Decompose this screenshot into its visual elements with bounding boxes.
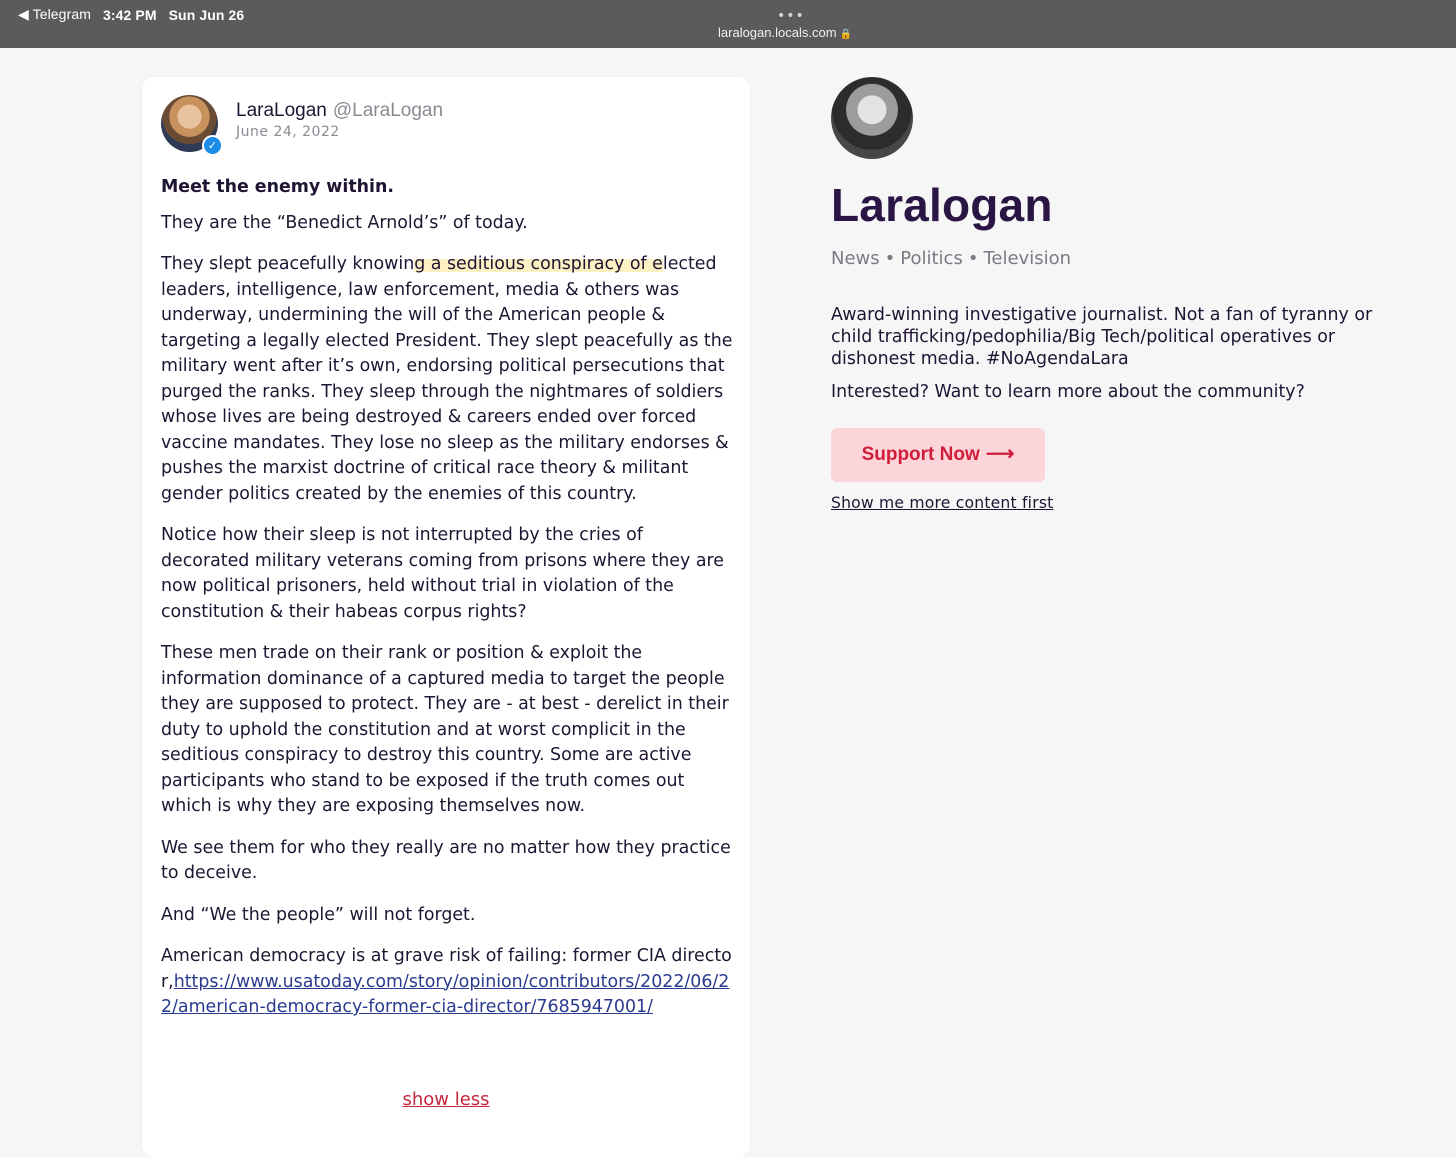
tag-television: Television	[983, 248, 1071, 269]
url-text: laralogan.locals.com	[718, 25, 837, 40]
verified-badge-icon: ✓	[202, 135, 223, 156]
status-left	[18, 6, 244, 23]
post-paragraph: And “We the people” will not forget.	[161, 904, 476, 925]
tag-separator: •	[884, 248, 896, 269]
tag-separator: •	[967, 248, 979, 269]
show-less-link[interactable]: show less	[402, 1089, 490, 1110]
post-paragraph	[161, 252, 733, 507]
post-author	[236, 100, 443, 122]
post-paragraph	[161, 944, 733, 1021]
show-more-content-link[interactable]: Show me more content first	[831, 494, 1054, 512]
status-date: Sun Jun 26	[168, 6, 245, 23]
post-body	[161, 175, 733, 1037]
author-name[interactable]: LaraLogan	[236, 100, 327, 121]
post-paragraph: Notice how their sleep is not interrupted by the cries of decorated military veterans coming from prisons where they are now political prisoners, held without trial in violation of the constitution & their habeas corpus rights?	[161, 525, 724, 622]
support-now-button[interactable]	[831, 428, 1045, 482]
highlighted-text: g a seditious conspiracy of e	[414, 254, 663, 274]
multitasking-dots[interactable]: •••	[777, 8, 805, 24]
back-to-telegram-link[interactable]: ◀ Telegram	[18, 6, 91, 22]
post-paragraph: They are the “Benedict Arnold’s” of today.	[161, 212, 528, 233]
post-paragraph: These men trade on their rank or position & exploit the information dominance of a captured media to target the people they are supposed to protect. They are - at best - derelict in their duty to uphold the constitution and at worst complicit in the seditious conspiracy to destroy this country. Some are active participants who stand to be exposed if the truth comes out which is why they are exposing themselves now.	[161, 643, 729, 816]
arrow-right-icon: ⟶	[985, 442, 1015, 465]
profile-avatar	[831, 77, 913, 159]
post-paragraph: We see them for who they really are no matter how they practice to deceive.	[161, 837, 731, 883]
author-handle[interactable]: @LaraLogan	[332, 100, 444, 121]
profile-tags	[831, 248, 1071, 269]
text-segment: American democracy is at grave risk of failing: former CIA director,	[161, 946, 732, 992]
article-link[interactable]: https://www.usatoday.com/story/opinion/contributors/2022/06/22/american-democracy-former-cia-director/7685947001/	[161, 971, 730, 1017]
address-bar[interactable]	[0, 25, 1456, 40]
interested-text: Interested? Want to learn more about the community?	[831, 382, 1305, 402]
profile-bio: Award-winning investigative journalist. Not a fan of tyranny or child trafficking/pedophilia/Big Tech/political operatives or dishonest media. #NoAgendaLara	[831, 305, 1373, 369]
support-label: Support Now	[861, 444, 980, 465]
text-segment: lected leaders, intelligence, law enforcement, media & others was underway, undermining the will of the American people & targeting a legally elected President. They slept peacefully as the military went after it’s own, endorsing political persecutions that purged the ranks. They sleep through the nightmares of soldiers whose lives are being destroyed & careers ended over forced vaccine mandates. They lose no sleep as the military endorses & pushes the marxist doctrine of critical race theory & militant gender politics created by the enemies of this country.	[161, 254, 733, 504]
browser-status-bar	[0, 0, 1456, 48]
post-lead: Meet the enemy within.	[161, 177, 394, 197]
profile-name: Laralogan	[831, 179, 1053, 231]
tag-news: News	[831, 248, 880, 269]
post-card	[142, 77, 750, 1157]
tag-politics: Politics	[900, 248, 963, 269]
lock-icon: 🔒	[839, 29, 852, 40]
post-date: June 24, 2022	[236, 124, 340, 140]
status-time: 3:42 PM	[102, 6, 157, 23]
text-segment: They slept peacefully knowin	[161, 254, 415, 274]
